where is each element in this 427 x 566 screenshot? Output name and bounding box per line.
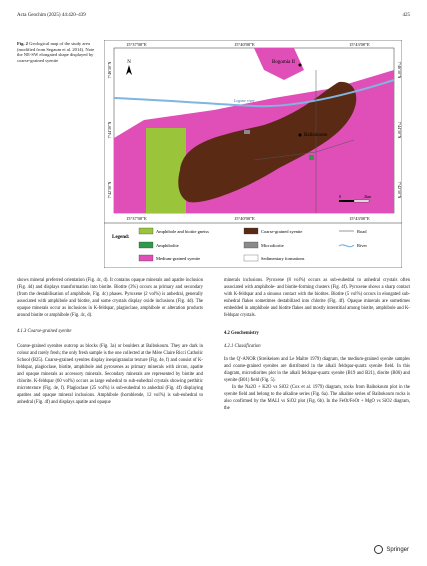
- coord-bottom-3: 15°43'00"E: [349, 216, 370, 221]
- right-paragraph-2: In the Q'-ANOR (Streikeisen and Le Maître 1979) diagram, the medium-grained syenite samples and coarse-grained syenites are distributed in the alkali feldspar-quartz syenite field. In this diagram, microdiorites plot in the alkali feldspar-quartz syenite (B19 and B21), diorite (B06) and syenite (B01) field (Fig. 5).: [224, 357, 410, 383]
- coord-bottom-1: 15°37'00"E: [126, 216, 147, 221]
- section-heading-4-1-3: 4.1.3 Coarse-grained syenite: [17, 329, 72, 335]
- microdiorite-area: [244, 130, 250, 134]
- svg-text:Coarse-grained syenite: Coarse-grained syenite: [261, 229, 303, 234]
- right-paragraph-1: minerals inclusions. Pyroxene (8 vol%) occurs as sub-euhedral to anhedral crystals often associated with amphibole- and biotite-forming clusters (Fig. 4f). Pyroxene shows a sharp contact with K-feldspar and a sinuous contact with the biotites. Biotite (5 vol%) occurs in elongated sub-euhedral flakes sometimes destabilized into chlorite (Fig. 4f). Opaque minerals are sometimes embedded in amphibole and biotite flakes and mostly interstitial among biotite, amphibole and K-feldspar crystals.: [224, 278, 410, 318]
- svg-text:Road: Road: [357, 229, 367, 234]
- right-paragraph-3: In the Na2O + K2O vs SiO2 (Cox et al. 1979) diagram, rocks from Baibokoum plot in the syenite field and belong to the alkaline series (Fig. 6a). The alkaline series of Baibokoum rocks is also confirmed by the MALI vs SiO2 plot (Fig. 6b). In the FeOt/FeOt + MgO vs SiO2 diagram, the: [224, 384, 410, 411]
- caption-text: Geological map of the study area (modified from Segaum et al. 2014). Note the NE-SW elongated shape displayed by coarse-grained syenite: [17, 41, 95, 64]
- svg-text:Legend:: Legend:: [112, 235, 130, 240]
- right-column: [224, 278, 410, 413]
- svg-text:Amphibolite: Amphibolite: [156, 243, 179, 248]
- coord-left-1: 7°46'30"N: [107, 61, 112, 79]
- caption-label: Fig. 2: [17, 41, 28, 46]
- left-column: [17, 278, 203, 407]
- svg-text:Microdiorite: Microdiorite: [261, 243, 284, 248]
- running-header: Acta Geochim (2025) 44:420–439: [17, 13, 86, 18]
- svg-text:Amphibole and biotite gneiss: Amphibole and biotite gneiss: [156, 229, 209, 234]
- place-bogomia: Bogomia II: [272, 60, 295, 65]
- amphibolite-area: [309, 155, 314, 160]
- svg-text:River: River: [357, 243, 367, 248]
- coord-right-3: 7°42'30"N: [397, 181, 402, 199]
- map-area: [114, 48, 394, 213]
- coord-right-1: 7°46'30"N: [397, 61, 402, 79]
- publisher-footer: [374, 545, 409, 554]
- left-paragraph-1: shows mineral preferred orientation (Fig. 4c, d). It contains opaque minerals and apatite inclusion (Fig. 4d) and displays transformation into biotite. Biotite (3%) occurs as primary and secondary (from the destabilisation of amphibole, Fig. 4c) phases. Pyroxene (2 vol%) is anhedral, generally associated with amphibole and biotite, and some crystals display oxide inclusions (Fig. 4d). The opaque minerals occur as inclusions in K-feldspar, plagioclase, amphibole or alteration products around biotite or amphibole (Fig. 4c, d).: [17, 278, 203, 318]
- svg-text:N: N: [127, 60, 131, 65]
- coord-left-2: 7°44'30"N: [107, 121, 112, 139]
- figure-caption: [17, 41, 99, 64]
- coord-top-1: 15°37'00"E: [126, 42, 147, 47]
- svg-text:0: 0: [339, 194, 341, 199]
- publisher-name: Springer: [386, 547, 409, 554]
- coord-top-2: 15°40'00"E: [234, 42, 255, 47]
- river-label: Logone river: [234, 98, 255, 103]
- svg-text:Medium-grained syenite: Medium-grained syenite: [156, 256, 201, 261]
- section-heading-4-2-1: 4.2.1 Classification: [224, 344, 261, 350]
- springer-logo-icon: [374, 545, 383, 554]
- svg-text:2km: 2km: [364, 194, 372, 199]
- coord-left-3: 7°42'30"N: [107, 181, 112, 199]
- left-paragraph-2: Coarse-grained syenites outcrop as blocks (Fig. 3a) or boulders at Baibokoum. They are dark in colour and rarely fresh; the only fresh sample is the one collected at the Mère Claire Ricci Catholic School (B25). Coarse-grained syenites display inequigranular texture (Fig. 4e, f) and consist of K-feldspar, plagioclase, biotite, amphibole and pyroxenes as primary minerals with zircon, apatite and opaque minerals as accessory minerals. Secondary minerals are represented by biotite and chlorite. K-feldspar (60 vol%) occurs as large euhedral to sub-euhedral crystals showing perthitic microtexture (Fig. 4e, f). Plagioclase (25 vol%) is sub-euhedral to anhedral (Fig. 4f) displaying apatites and opaque mineral inclusions. Amphibole (hornblende, 12 vol%) is sub-euhedral to anhedral (Fig. 4f) and displays apatite and opaque: [17, 344, 203, 405]
- geological-map: [104, 40, 402, 268]
- svg-text:Sedimentary formations: Sedimentary formations: [261, 256, 305, 261]
- coord-bottom-2: 15°40'00"E: [234, 216, 255, 221]
- place-baibokoum: Baibokoum: [304, 133, 328, 138]
- coord-right-2: 7°44'30"N: [397, 121, 402, 139]
- section-heading-4-2: 4.2 Geochemistry: [224, 331, 259, 337]
- coord-top-3: 15°43'00"E: [349, 42, 370, 47]
- page-number: 425: [402, 13, 410, 18]
